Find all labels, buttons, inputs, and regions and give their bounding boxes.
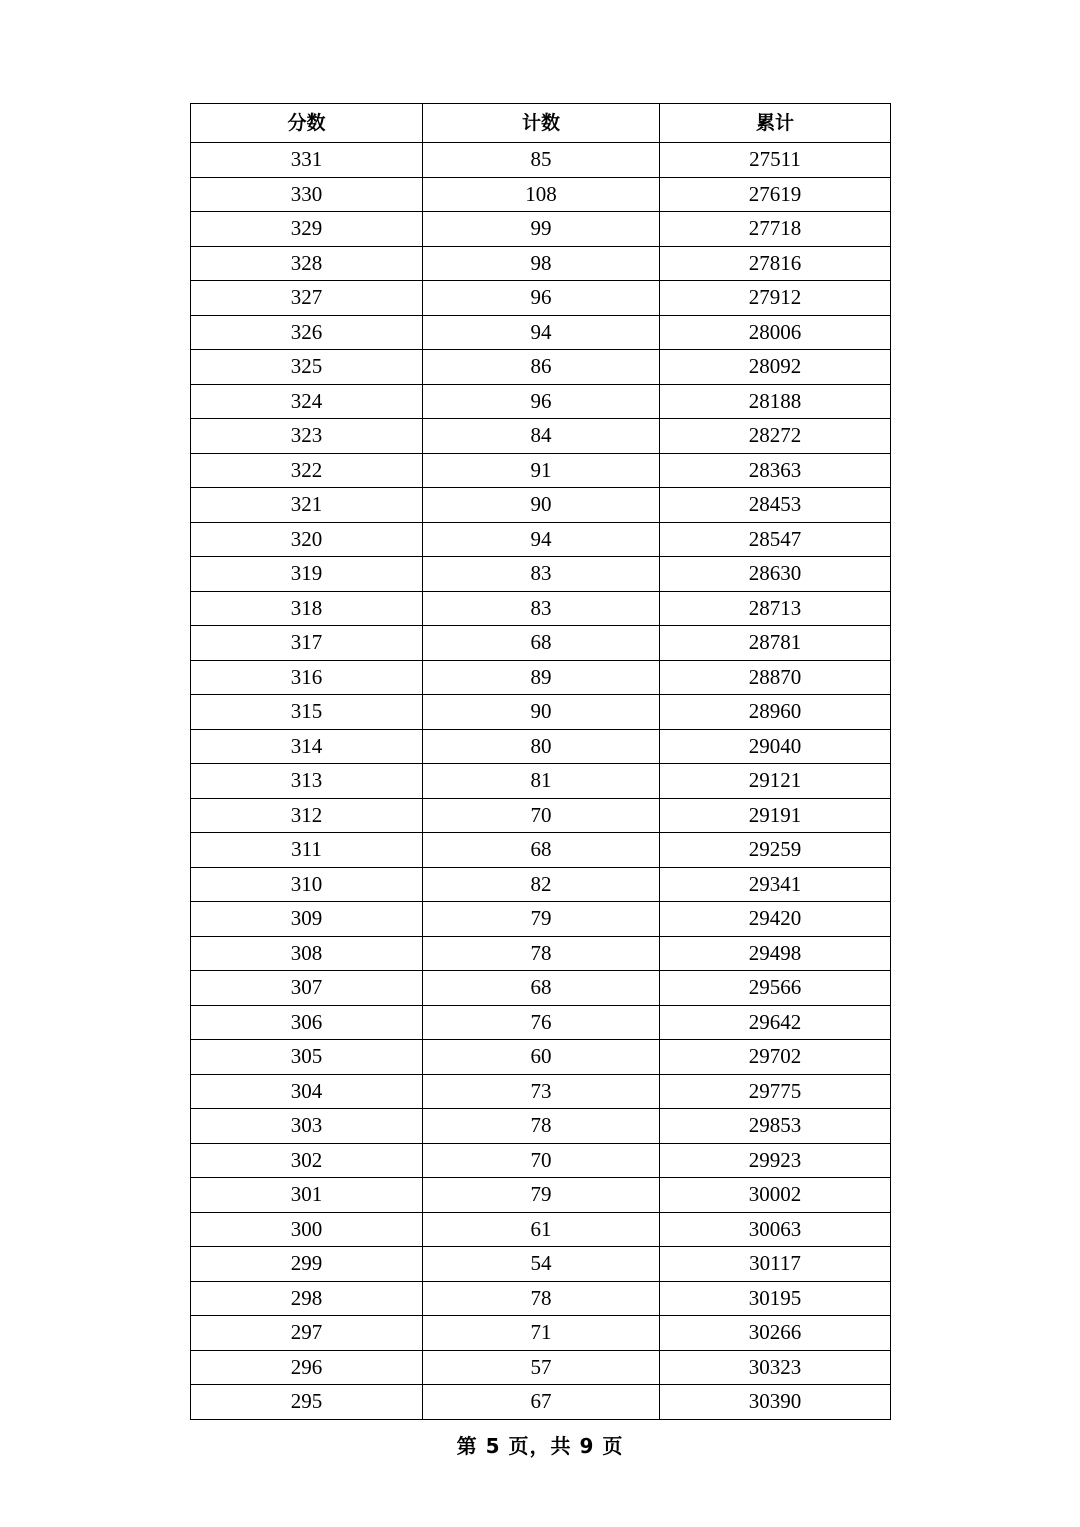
table-row [191,350,891,385]
cell-score: 318 [191,591,423,626]
cell-cumulative: 29191 [660,798,891,833]
cell-count: 91 [423,453,660,488]
cell-cumulative: 29259 [660,833,891,868]
cell-score: 325 [191,350,423,385]
table-row [191,281,891,316]
table-row [191,143,891,178]
cell-cumulative: 30195 [660,1281,891,1316]
page-footer: 第 5 页，共 9 页 [456,1434,624,1458]
cell-count: 71 [423,1316,660,1351]
cell-cumulative: 27619 [660,177,891,212]
table-row [191,488,891,523]
table-row [191,1005,891,1040]
cell-cumulative: 29702 [660,1040,891,1075]
cell-count: 90 [423,488,660,523]
cell-count: 85 [423,143,660,178]
table-row [191,419,891,454]
table-row [191,453,891,488]
cell-cumulative: 28188 [660,384,891,419]
cell-count: 73 [423,1074,660,1109]
cell-count: 76 [423,1005,660,1040]
cell-score: 309 [191,902,423,937]
cell-cumulative: 28630 [660,557,891,592]
cell-count: 82 [423,867,660,902]
cell-count: 94 [423,522,660,557]
cell-cumulative: 28781 [660,626,891,661]
table-row [191,729,891,764]
cell-count: 96 [423,281,660,316]
cell-count: 57 [423,1350,660,1385]
cell-cumulative: 29121 [660,764,891,799]
cell-count: 79 [423,902,660,937]
cell-score: 321 [191,488,423,523]
cell-count: 80 [423,729,660,764]
cell-count: 68 [423,626,660,661]
table-row [191,591,891,626]
cell-cumulative: 29498 [660,936,891,971]
cell-cumulative: 27816 [660,246,891,281]
cell-score: 299 [191,1247,423,1282]
cell-cumulative: 28363 [660,453,891,488]
cell-score: 295 [191,1385,423,1420]
cell-count: 84 [423,419,660,454]
cell-count: 78 [423,1109,660,1144]
table-row [191,1316,891,1351]
cell-score: 322 [191,453,423,488]
cell-cumulative: 28713 [660,591,891,626]
table-row [191,798,891,833]
cell-score: 330 [191,177,423,212]
cell-cumulative: 29341 [660,867,891,902]
table-row [191,1074,891,1109]
cell-score: 329 [191,212,423,247]
cell-score: 312 [191,798,423,833]
cell-count: 94 [423,315,660,350]
cell-score: 298 [191,1281,423,1316]
cell-count: 78 [423,936,660,971]
table-row [191,833,891,868]
cell-score: 307 [191,971,423,1006]
cell-count: 96 [423,384,660,419]
table-row [191,1350,891,1385]
cell-cumulative: 28272 [660,419,891,454]
cell-count: 108 [423,177,660,212]
cell-score: 304 [191,1074,423,1109]
cell-cumulative: 28092 [660,350,891,385]
table-row [191,1143,891,1178]
table-row [191,1247,891,1282]
table-row [191,212,891,247]
cell-cumulative: 29040 [660,729,891,764]
cell-cumulative: 30323 [660,1350,891,1385]
column-header-score: 分数 [191,104,423,143]
cell-cumulative: 29853 [660,1109,891,1144]
cell-count: 61 [423,1212,660,1247]
cell-score: 320 [191,522,423,557]
table-row [191,246,891,281]
cell-score: 315 [191,695,423,730]
table-header-row [191,104,891,143]
table-row [191,1385,891,1420]
table-row [191,1281,891,1316]
cell-score: 296 [191,1350,423,1385]
cell-score: 302 [191,1143,423,1178]
table-row [191,177,891,212]
column-header-cumulative: 累计 [660,104,891,143]
cell-score: 324 [191,384,423,419]
cell-cumulative: 30266 [660,1316,891,1351]
table-header [191,104,891,143]
cell-count: 90 [423,695,660,730]
cell-cumulative: 27511 [660,143,891,178]
cell-count: 68 [423,833,660,868]
cell-count: 99 [423,212,660,247]
table-row [191,557,891,592]
table-row [191,936,891,971]
cell-count: 70 [423,1143,660,1178]
table-row [191,695,891,730]
table-row [191,315,891,350]
cell-cumulative: 30063 [660,1212,891,1247]
table-row [191,1212,891,1247]
cell-cumulative: 28453 [660,488,891,523]
table-row [191,522,891,557]
cell-score: 300 [191,1212,423,1247]
cell-score: 326 [191,315,423,350]
cell-score: 305 [191,1040,423,1075]
table-row [191,1040,891,1075]
cell-score: 306 [191,1005,423,1040]
cell-count: 68 [423,971,660,1006]
cell-count: 98 [423,246,660,281]
column-header-count: 计数 [423,104,660,143]
cell-cumulative: 28006 [660,315,891,350]
cell-cumulative: 28870 [660,660,891,695]
score-distribution-table [190,103,891,1420]
cell-score: 314 [191,729,423,764]
cell-score: 311 [191,833,423,868]
cell-cumulative: 27912 [660,281,891,316]
cell-cumulative: 29923 [660,1143,891,1178]
cell-cumulative: 28960 [660,695,891,730]
table-row [191,626,891,661]
cell-score: 319 [191,557,423,592]
cell-count: 78 [423,1281,660,1316]
cell-count: 81 [423,764,660,799]
table-row [191,971,891,1006]
cell-score: 297 [191,1316,423,1351]
cell-count: 67 [423,1385,660,1420]
cell-score: 308 [191,936,423,971]
table-body [191,143,891,1420]
cell-score: 317 [191,626,423,661]
cell-cumulative: 27718 [660,212,891,247]
table-row [191,384,891,419]
table-row [191,902,891,937]
cell-cumulative: 30390 [660,1385,891,1420]
cell-count: 60 [423,1040,660,1075]
cell-cumulative: 29420 [660,902,891,937]
cell-score: 313 [191,764,423,799]
cell-cumulative: 29566 [660,971,891,1006]
cell-count: 54 [423,1247,660,1282]
cell-cumulative: 29775 [660,1074,891,1109]
cell-count: 83 [423,591,660,626]
cell-count: 70 [423,798,660,833]
cell-score: 316 [191,660,423,695]
cell-count: 89 [423,660,660,695]
table-row [191,1109,891,1144]
cell-count: 79 [423,1178,660,1213]
cell-cumulative: 28547 [660,522,891,557]
table-row [191,660,891,695]
cell-score: 331 [191,143,423,178]
cell-score: 303 [191,1109,423,1144]
cell-cumulative: 29642 [660,1005,891,1040]
table-row [191,764,891,799]
cell-cumulative: 30002 [660,1178,891,1213]
cell-score: 301 [191,1178,423,1213]
cell-score: 310 [191,867,423,902]
cell-score: 323 [191,419,423,454]
cell-score: 328 [191,246,423,281]
table-row [191,867,891,902]
cell-score: 327 [191,281,423,316]
score-distribution-table-container [190,103,890,1420]
cell-count: 86 [423,350,660,385]
cell-cumulative: 30117 [660,1247,891,1282]
table-row [191,1178,891,1213]
cell-count: 83 [423,557,660,592]
